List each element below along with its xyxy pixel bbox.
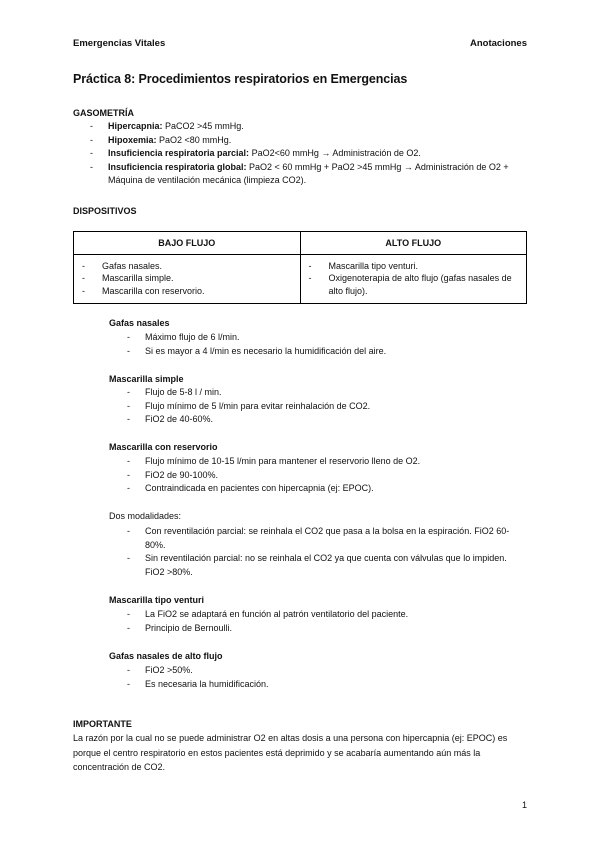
list-item: [127, 552, 527, 579]
definition: PaO2<60 mmHg → Administración de O2.: [249, 148, 421, 159]
col-header-alto-flujo: ALTO FLUJO: [300, 232, 527, 255]
term: Insuficiencia respiratoria parcial:: [108, 148, 250, 159]
bullet-dash: -: [127, 414, 130, 425]
page-number: 1: [521, 800, 527, 810]
list-item-text: Contraindicada en pacientes con hipercapnia (ej: EPOC).: [145, 483, 374, 494]
bullet-dash: -: [82, 261, 85, 271]
bullet-dash: -: [82, 285, 85, 296]
bullet-dash: -: [127, 526, 130, 536]
venturi-heading: Mascarilla tipo venturi: [109, 595, 205, 605]
list-item: [127, 413, 527, 427]
bullet-dash: -: [127, 469, 130, 480]
list-item-text: La FiO2 se adaptará en función al patrón ventilatorio del paciente.: [145, 609, 409, 619]
list-item-text: Con reventilación parcial: se reinhala el CO2 que pasa a la bolsa en la espiración. FiO2 60-80%.: [145, 526, 510, 550]
bullet-dash: -: [308, 273, 312, 284]
page-title: Práctica 8: Procedimientos respiratorios en Emergencias: [73, 72, 408, 86]
list-item-text: Si es mayor a 4 l/min es necesario la humidificación del aire.: [145, 345, 387, 356]
modalidades-intro: Dos modalidades:: [109, 511, 182, 521]
list-item-text: Sin reventilación parcial: no se reinhala el CO2 ya que cuenta con válvulas que lo impiden. FiO2 >80%.: [145, 553, 507, 577]
mascarilla-simple-list: [127, 386, 527, 427]
gasometria-heading: GASOMETRÍA: [73, 108, 135, 118]
col-header-bajo-flujo: BAJO FLUJO: [74, 232, 301, 255]
venturi-list: [127, 608, 527, 635]
bullet-dash: -: [127, 665, 130, 675]
list-item: [82, 272, 292, 284]
list-item: [127, 664, 527, 678]
list-item: [127, 345, 527, 359]
definition: PaCO2 >45 mmHg.: [162, 121, 244, 131]
mascarilla-reservorio-list: [127, 455, 527, 496]
list-item-text: Mascarilla tipo venturi.: [328, 261, 419, 271]
bullet-dash: -: [90, 121, 93, 131]
bullet-dash: -: [127, 483, 130, 494]
bullet-dash: -: [127, 678, 130, 689]
bajo-flujo-cell: [74, 255, 301, 304]
list-item: [127, 400, 527, 414]
list-item-text: FiO2 de 40-60%.: [145, 414, 214, 425]
list-item: [127, 331, 527, 345]
list-item-text: Flujo mínimo de 10-15 l/min para mantener el reservorio lleno de O2.: [145, 456, 421, 466]
bullet-dash: -: [127, 622, 130, 633]
definition: PaO2 < 60 mmHg + PaO2 >45 mmHg → Administración de O2 + Máquina de ventilación mecánica (limpieza CO2).: [108, 161, 509, 186]
alto-flujo-cell: [300, 255, 527, 304]
bullet-dash: -: [127, 609, 130, 619]
list-item: [127, 455, 527, 469]
list-item: [90, 134, 530, 148]
bullet-dash: -: [82, 273, 85, 284]
list-item: [90, 161, 530, 188]
list-item: [309, 260, 519, 272]
gafas-nasales-heading: Gafas nasales: [109, 318, 170, 328]
list-item-text: FiO2 >50%.: [145, 665, 193, 675]
table-header-row: [74, 232, 527, 255]
bullet-dash: -: [90, 134, 93, 145]
list-item: [82, 260, 292, 272]
list-item: [90, 147, 530, 161]
bullet-dash: -: [90, 148, 93, 159]
header-right: Anotaciones: [469, 38, 527, 49]
list-item-text: Oxigenoterapia de alto flujo (gafas nasales de alto flujo).: [328, 273, 512, 296]
gasometria-list: [90, 120, 530, 188]
list-item: [90, 120, 530, 134]
modalidades-list: [127, 525, 527, 579]
list-item: [127, 608, 527, 622]
list-item: [82, 285, 292, 297]
list-item: [127, 525, 527, 552]
list-item-text: Principio de Bernoulli.: [145, 622, 233, 633]
mascarilla-reservorio-heading: Mascarilla con reservorio: [109, 442, 218, 452]
list-item-text: FiO2 de 90-100%.: [145, 469, 219, 480]
term: Insuficiencia respiratoria global:: [108, 161, 247, 172]
bullet-dash: -: [127, 345, 130, 356]
list-item: [127, 469, 527, 483]
bullet-dash: -: [127, 387, 130, 397]
bullet-dash: -: [90, 161, 93, 172]
list-item: [127, 482, 527, 496]
bullet-dash: -: [127, 553, 130, 564]
bullet-dash: -: [127, 456, 130, 466]
list-item-text: Mascarilla simple.: [102, 273, 174, 284]
list-item-text: Gafas nasales.: [102, 261, 163, 271]
alto-flujo-heading: Gafas nasales de alto flujo: [109, 651, 223, 661]
term: Hipoxemia:: [108, 134, 157, 145]
alto-flujo-list: [127, 664, 527, 691]
bullet-dash: -: [308, 261, 312, 271]
header-left: Emergencias Vitales: [73, 38, 166, 49]
alto-flujo-list: [309, 260, 519, 297]
list-item-text: Máximo flujo de 6 l/min.: [145, 332, 240, 342]
list-item: [127, 622, 527, 636]
definition: PaO2 <80 mmHg.: [156, 134, 232, 145]
dispositivos-table: [73, 231, 527, 304]
bajo-flujo-list: [82, 260, 292, 297]
list-item: [309, 272, 519, 297]
list-item-text: Es necesaria la humidificación.: [145, 678, 269, 689]
importante-paragraph: La razón por la cual no se puede administrar O2 en altas dosis a una persona con hipercapnia (ej: EPOC) es porque el centro respiratorio en estos pacientes está deprimido y se acabaría aumentando aún más la concentración de CO2.: [73, 733, 508, 772]
list-item: [127, 678, 527, 692]
list-item-text: Flujo mínimo de 5 l/min para evitar reinhalación de CO2.: [145, 400, 371, 411]
mascarilla-simple-heading: Mascarilla simple: [109, 374, 184, 384]
list-item-text: Flujo de 5-8 l / min.: [145, 387, 222, 397]
bullet-dash: -: [127, 332, 130, 342]
bullet-dash: -: [127, 400, 130, 411]
list-item-text: Mascarilla con reservorio.: [102, 285, 205, 296]
list-item: [127, 386, 527, 400]
dispositivos-heading: DISPOSITIVOS: [73, 206, 137, 216]
term: Hipercapnia:: [108, 121, 163, 131]
table-row: [74, 255, 527, 304]
importante-heading: IMPORTANTE: [73, 719, 132, 729]
gafas-nasales-list: [127, 331, 527, 358]
